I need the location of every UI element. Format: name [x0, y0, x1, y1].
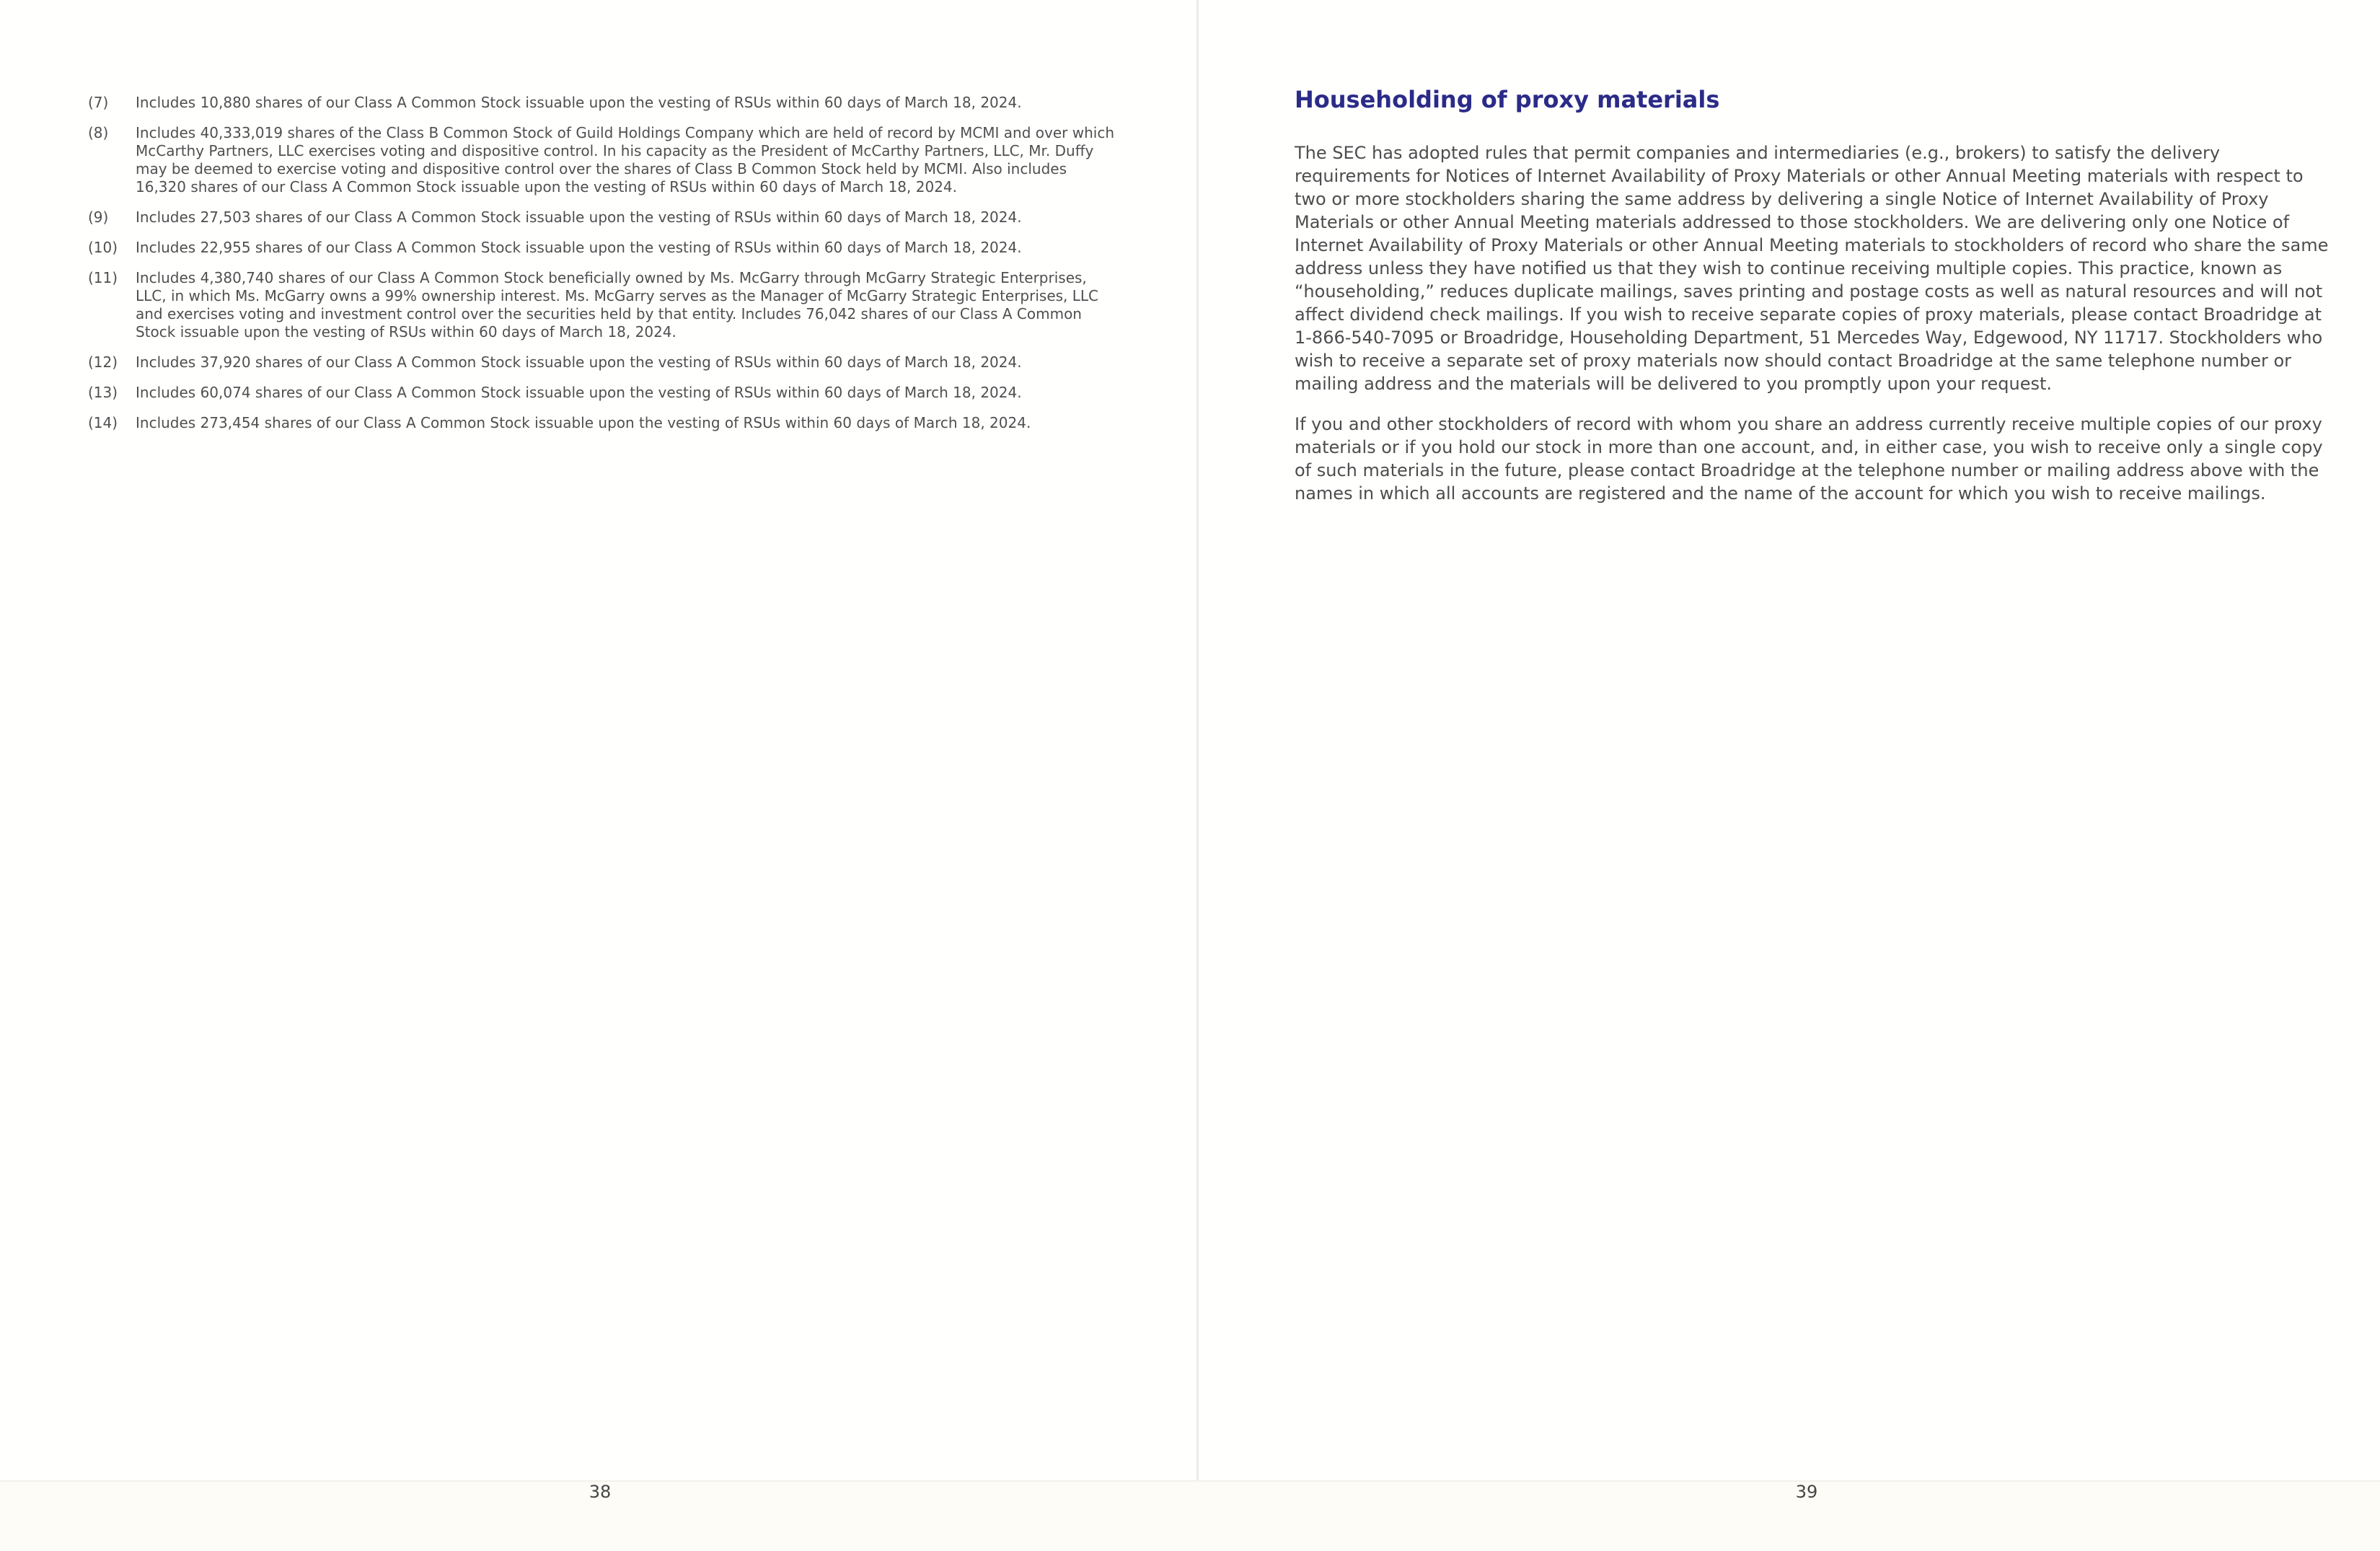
- footnote-item: [88, 94, 1119, 112]
- footnote-number: (13): [88, 384, 118, 401]
- footnote-number: (14): [88, 414, 118, 431]
- footnote-text: Includes 22,955 shares of our Class A Common Stock issuable upon the vesting of RSUs within 60 days of March 18, 2024.: [136, 239, 1022, 256]
- footnote-item: [88, 239, 1119, 257]
- footnote-text: Includes 27,503 shares of our Class A Common Stock issuable upon the vesting of RSUs within 60 days of March 18, 2024.: [136, 208, 1022, 226]
- footnote-item: [88, 414, 1119, 432]
- footnote-text: Includes 40,333,019 shares of the Class B Common Stock of Guild Holdings Company which are held of record by MCMI and over which McCarthy Partners, LLC exercises voting and dispositive control. In his capacity as the President of McCarthy Partners, LLC, Mr. Duffy may be deemed to exercise voting and dispositive control over the shares of Class B Common Stock held by MCMI. Also includes 16,320 shares of our Class A Common Stock issuable upon the vesting of RSUs within 60 days of March 18, 2024.: [136, 124, 1115, 195]
- footnotes-list: [88, 94, 1119, 444]
- footnote-number: (9): [88, 208, 109, 226]
- section-heading: Householding of proxy materials: [1295, 86, 1720, 113]
- householding-section: [1295, 85, 2339, 522]
- body-paragraph: If you and other stockholders of record with whom you share an address currently receive multiple copies of our proxy materials or if you hold our stock in more than one account, and, in either case, you wish to receive only a single copy of such materials in the future, please contact Broadridge at the telephone number or mailing address above with the names in which all accounts are registered and the name of the account for which you wish to receive mailings.: [1295, 414, 2323, 504]
- page-number-right: 39: [1795, 1482, 1818, 1502]
- footnote-item: [88, 208, 1119, 227]
- footnote-item: [88, 124, 1119, 196]
- footnote-text: Includes 4,380,740 shares of our Class A Common Stock beneficially owned by Ms. McGarry through McGarry Strategic Enterprises, LLC, in which Ms. McGarry owns a 99% ownership interest. Ms. McGarry serves as the Manager of McGarry Strategic Enterprises, LLC and exercises voting and investment control over the securities held by that entity. Includes 76,042 shares of our Class A Common Stock issuable upon the vesting of RSUs within 60 days of March 18, 2024.: [136, 269, 1099, 340]
- footnote-text: Includes 273,454 shares of our Class A Common Stock issuable upon the vesting of RSUs within 60 days of March 18, 2024.: [136, 414, 1031, 431]
- footnote-item: [88, 384, 1119, 402]
- page-divider: [1196, 0, 1199, 1480]
- footnote-text: Includes 60,074 shares of our Class A Common Stock issuable upon the vesting of RSUs within 60 days of March 18, 2024.: [136, 384, 1022, 401]
- footnote-text: Includes 37,920 shares of our Class A Common Stock issuable upon the vesting of RSUs within 60 days of March 18, 2024.: [136, 353, 1022, 371]
- footnote-item: [88, 269, 1119, 341]
- footnote-number: (8): [88, 124, 109, 141]
- footnote-number: (10): [88, 239, 118, 256]
- footnote-number: (7): [88, 94, 109, 111]
- body-paragraph: The SEC has adopted rules that permit companies and intermediaries (e.g., brokers) to satisfy the delivery requirements for Notices of Internet Availability of Proxy Materials or other Annual Meeting materials with respect to two or more stockholders sharing the same address by delivering a single Notice of Internet Availability of Proxy Materials or other Annual Meeting materials addressed to those stockholders. We are delivering only one Notice of Internet Availability of Proxy Materials or other Annual Meeting materials to stockholders of record who share the same address unless they have notified us that they wish to continue receiving multiple copies. This practice, known as “householding,” reduces duplicate mailings, saves printing and postage costs as well as natural resources and will not affect dividend check mailings. If you wish to receive separate copies of proxy materials, please contact Broadridge at 1-866-540-7095 or Broadridge, Householding Department, 51 Mercedes Way, Edgewood, NY 11717. Stockholders who wish to receive a separate set of proxy materials now should contact Broadridge at the same telephone number or mailing address and the materials will be delivered to you promptly upon your request.: [1295, 143, 2329, 394]
- page-number-left: 38: [589, 1482, 612, 1502]
- footnote-text: Includes 10,880 shares of our Class A Common Stock issuable upon the vesting of RSUs within 60 days of March 18, 2024.: [136, 94, 1022, 111]
- footnote-item: [88, 353, 1119, 372]
- footnote-number: (11): [88, 269, 118, 286]
- footnote-number: (12): [88, 353, 118, 371]
